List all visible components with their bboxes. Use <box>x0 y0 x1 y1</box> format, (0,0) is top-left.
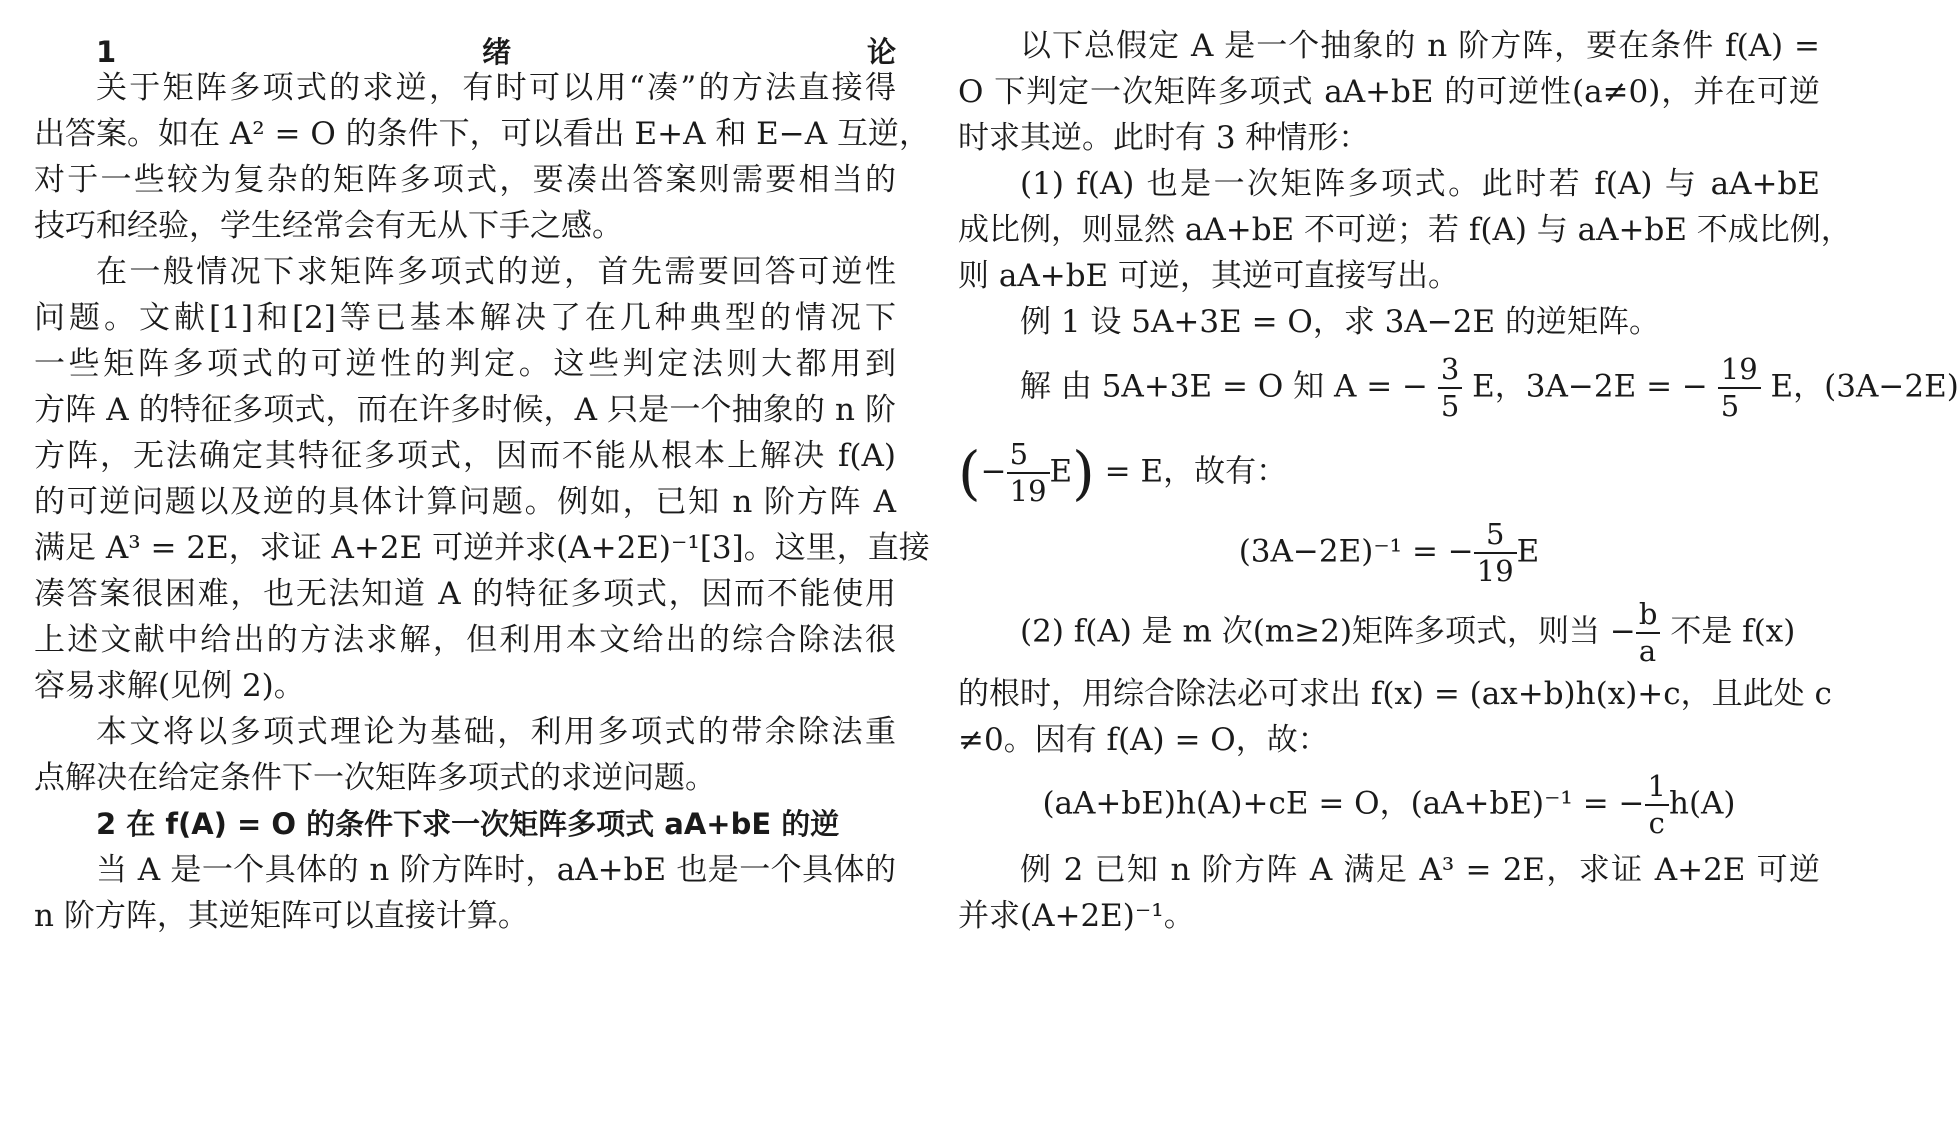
solution-text: E <box>1049 453 1073 490</box>
equation-text: h(A) <box>1668 785 1736 822</box>
fraction-numerator: 5 <box>1474 520 1517 554</box>
fraction-denominator: 19 <box>1009 474 1047 508</box>
paragraph-line: 在一般情况下求矩阵多项式的逆，首先需要回答可逆性 <box>96 254 896 290</box>
case-2-line-1 <box>958 597 1820 668</box>
example-2-line: 并求(A+2E)⁻¹。 <box>958 898 1195 934</box>
solution-line-2: (− $\frac{5}{19}$ E) = E，故有： <box>958 437 1288 508</box>
fraction <box>1474 517 1517 588</box>
fraction-numerator: 1 <box>1645 772 1669 806</box>
fraction <box>1718 352 1761 423</box>
equation-text: (3A−2E)⁻¹ = − <box>1238 533 1474 570</box>
paragraph-line: 出答案。如在 A² = O 的条件下，可以看出 E+A 和 E−A 互逆， <box>34 116 931 152</box>
paragraph-line: 的可逆问题以及逆的具体计算问题。例如，已知 n 阶方阵 A <box>34 484 896 520</box>
paragraph-line: 的根时，用综合除法必可求出 f(x) = (ax+b)h(x)+c，且此处 c <box>958 676 1832 712</box>
paragraph-line: 成比例，则显然 aA+bE 不可逆；若 f(A) 与 aA+bE 不成比例， <box>958 212 1852 248</box>
paragraph-line: 技巧和经验，学生经常会有无从下手之感。 <box>34 208 623 244</box>
paragraph-line: 问题。文献[1]和[2]等已基本解决了在几种典型的情况下 <box>34 300 896 336</box>
paragraph-line: 满足 A³ = 2E，求证 A+2E 可逆并求(A+2E)⁻¹[3]。这里，直接 <box>34 530 930 566</box>
paragraph-line: (1) f(A) 也是一次矩阵多项式。此时若 f(A) 与 aA+bE <box>1020 166 1820 202</box>
solution-text: − <box>980 453 1007 490</box>
solution-line-1 <box>958 352 1959 423</box>
example-2-line: 例 2 已知 n 阶方阵 A 满足 A³ = 2E，求证 A+2E 可逆 <box>1020 852 1820 888</box>
solution-text: E，3A−2E = − <box>1472 368 1708 405</box>
fraction-numerator: 3 <box>1438 355 1462 389</box>
solution-text: E，(3A−2E) <box>1770 368 1959 405</box>
equation-text: (aA+bE)h(A)+cE = O，(aA+bE)⁻¹ = − <box>1042 785 1645 822</box>
equation-1 <box>958 517 1820 588</box>
fraction-denominator: a <box>1638 634 1657 668</box>
section-2-heading: 2 在 f(A) = O 的条件下求一次矩阵多项式 aA+bE 的逆 <box>96 807 840 841</box>
equation-2 <box>958 769 1820 840</box>
fraction <box>1007 437 1050 508</box>
paragraph-line: 点解决在给定条件下一次矩阵多项式的求逆问题。 <box>34 760 716 796</box>
solution-text: = E，故有： <box>1094 453 1288 490</box>
paragraph-line: 时求其逆。此时有 3 种情形： <box>958 120 1370 156</box>
example-1-statement: 例 1 设 5A+3E = O，求 3A−2E 的逆矩阵。 <box>1020 304 1660 340</box>
paragraph-line: 当 A 是一个具体的 n 阶方阵时，aA+bE 也是一个具体的 <box>96 852 896 888</box>
paragraph-line: 凑答案很困难，也无法知道 A 的特征多项式，因而不能使用 <box>34 576 896 612</box>
paragraph-line: 关于矩阵多项式的求逆，有时可以用“凑”的方法直接得 <box>96 70 896 106</box>
fraction-denominator: 5 <box>1720 389 1740 423</box>
paragraph-line: 本文将以多项式理论为基础，利用多项式的带余除法重 <box>96 714 896 750</box>
fraction-denominator: 5 <box>1440 389 1460 423</box>
equation-text: E <box>1516 533 1540 570</box>
paragraph-line: 则 aA+bE 可逆，其逆可直接写出。 <box>958 258 1460 294</box>
fraction-numerator: 19 <box>1718 355 1761 389</box>
paragraph-line: 容易求解(见例 2)。 <box>34 668 305 704</box>
paragraph-line: O 下判定一次矩阵多项式 aA+bE 的可逆性(a≠0)，并在可逆 <box>958 74 1820 110</box>
paragraph-line: ≠0。因有 f(A) = O，故： <box>958 722 1329 758</box>
paragraph-line: 方阵，无法确定其特征多项式，因而不能从根本上解决 f(A) <box>34 438 896 474</box>
fraction <box>1636 597 1661 668</box>
solution-text: 解 由 5A+3E = O 知 A = − <box>1020 368 1428 405</box>
paragraph-line: n 阶方阵，其逆矩阵可以直接计算。 <box>34 898 529 934</box>
fraction <box>1438 352 1462 423</box>
fraction-numerator: b <box>1636 600 1661 634</box>
section-1-heading: 1 绪论 <box>96 35 896 69</box>
fraction-denominator: 19 <box>1476 554 1514 588</box>
paragraph-line: 以下总假定 A 是一个抽象的 n 阶方阵，要在条件 f(A) = <box>1020 28 1820 64</box>
fraction-denominator: c <box>1648 806 1665 840</box>
case-text: 不是 f(x) <box>1660 613 1796 650</box>
paragraph-line: 方阵 A 的特征多项式，而在许多时候，A 只是一个抽象的 n 阶 <box>34 392 896 428</box>
fraction-numerator: 5 <box>1007 440 1050 474</box>
paragraph-line: 一些矩阵多项式的可逆性的判定。这些判定法则大都用到 <box>34 346 896 382</box>
case-text: (2) f(A) 是 m 次(m≥2)矩阵多项式，则当 − <box>1020 613 1636 650</box>
fraction <box>1645 769 1669 840</box>
paragraph-line: 上述文献中给出的方法求解，但利用本文给出的综合除法很 <box>34 622 896 658</box>
paragraph-line: 对于一些较为复杂的矩阵多项式，要凑出答案则需要相当的 <box>34 162 896 198</box>
